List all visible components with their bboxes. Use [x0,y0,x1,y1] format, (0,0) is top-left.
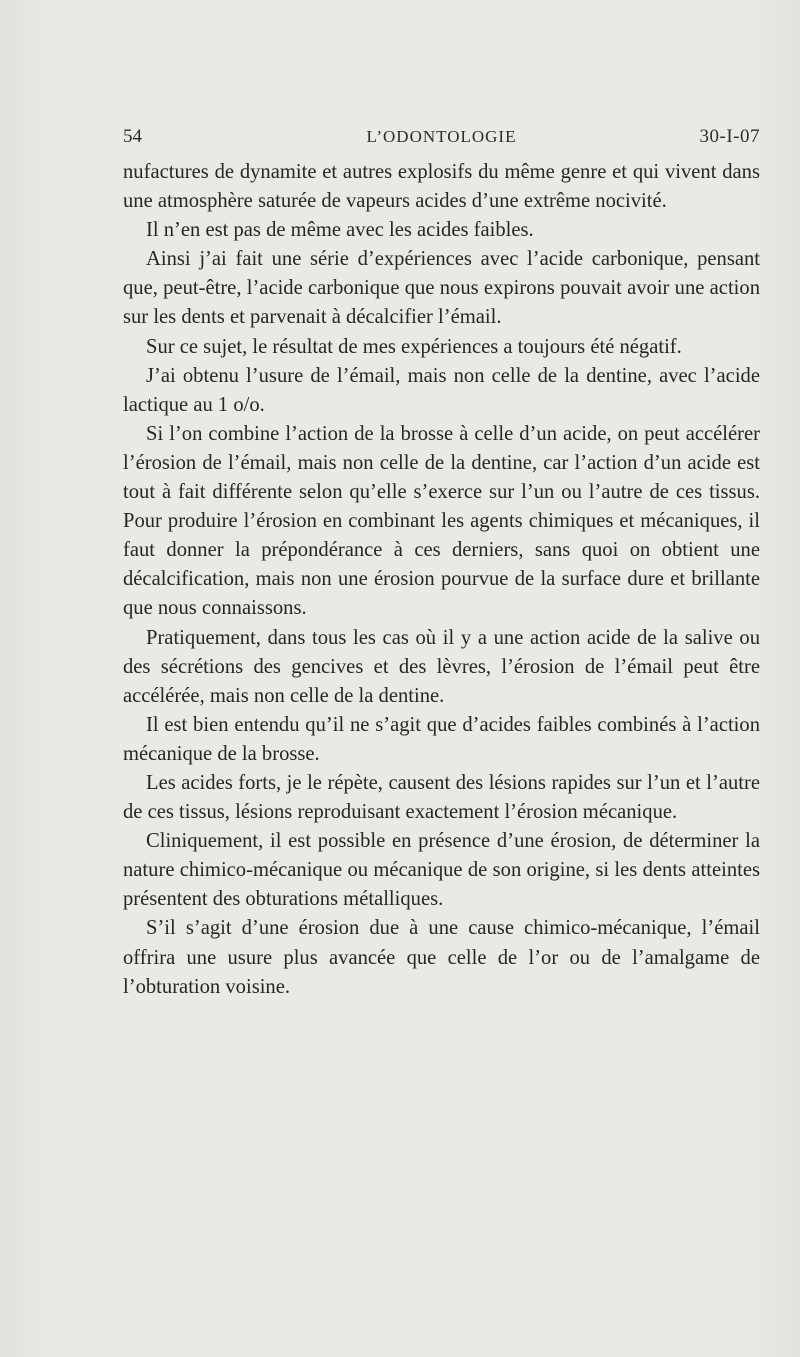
paragraph: Les acides forts, je le répète, causent des lésions rapides sur l’un et l’autre de ces tissus, lésions reproduisant exactement l’érosion mécanique. [123,771,760,824]
paragraph: Cliniquement, il est possible en présence d’une érosion, de déterminer la nature chimico-mécanique ou mécanique de son origine, si les dents atteintes présentent des obturations métalliques. [123,830,760,911]
paragraph: Sur ce sujet, le résultat de mes expériences a toujours été négatif. [146,335,682,358]
issue-date: 30-I-07 [699,126,760,147]
paragraph: Ainsi j’ai fait une série d’expériences avec l’acide carbonique, pensant que, peut-être, l’acide carbonique que nous expirons pouvait avoir une action sur les dents et parvenait à décalcifier l’émail. [123,248,760,329]
paragraph: Pratiquement, dans tous les cas où il y a une action acide de la salive ou des sécrétions des gencives et des lèvres, l’érosion de l’émail peut être accélérée, mais non celle de la dentine. [123,626,760,707]
paragraph: J’ai obtenu l’usure de l’émail, mais non celle de la dentine, avec l’acide lactique au 1 o/o. [123,364,760,416]
paragraph-continuation: nufactures de dynamite et autres explosifs du même genre et qui vivent dans une atmosphère saturée de vapeurs acides d’une extrême nocivité. [123,161,760,213]
body-text [123,158,760,1002]
paragraph: Il est bien entendu qu’il ne s’agit que d’acides faibles combinés à l’action mécanique de la brosse. [123,713,760,765]
paragraph: S’il s’agit d’une érosion due à une cause chimico-mécanique, l’émail offrira une usure plus avancée que celle de l’or ou de l’amalgame de l’obturation voisine. [123,917,760,998]
page-number: 54 [123,126,142,147]
running-head [123,126,760,156]
journal-title: L’ODONTOLOGIE [366,127,517,146]
paragraph: Il n’en est pas de même avec les acides faibles. [146,219,534,242]
paragraph: Si l’on combine l’action de la brosse à celle d’un acide, on peut accélérer l’érosion de l’émail, mais non celle de la dentine, car l’action d’un acide est tout à fait différente selon qu’elle s’exerce sur l’un ou l’autre de ces tissus. Pour produire l’érosion en combinant les agents chimiques et mécaniques, il faut donner la prépondérance à ces derniers, sans quoi on obtient une décalcification, mais non une érosion pourvue de la surface dure et brillante que nous connaissons. [123,422,760,620]
